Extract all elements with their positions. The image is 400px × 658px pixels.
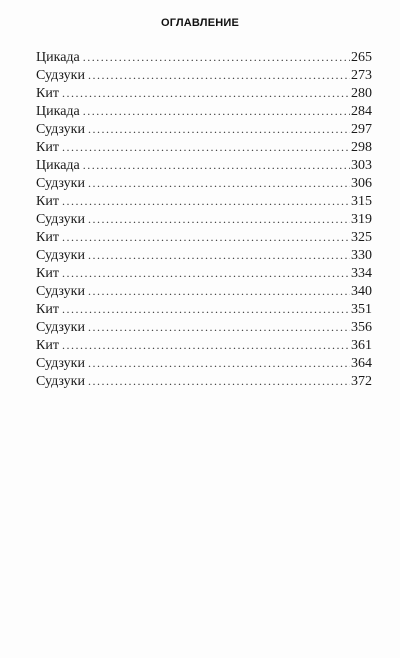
toc-entry-page: 298 bbox=[351, 140, 372, 155]
toc-entry-page: 306 bbox=[351, 176, 372, 191]
toc-entry-label: Кит bbox=[36, 302, 59, 317]
toc-entry bbox=[36, 228, 372, 246]
toc-entry-page: 303 bbox=[351, 158, 372, 173]
toc-entry-label: Кит bbox=[36, 140, 59, 155]
toc-entry bbox=[36, 210, 372, 228]
toc-leader-dots bbox=[62, 300, 350, 318]
toc-entry bbox=[36, 174, 372, 192]
toc-entry-page: 372 bbox=[351, 374, 372, 389]
toc-entry bbox=[36, 102, 372, 120]
toc-entry-page: 356 bbox=[351, 320, 372, 335]
toc-leader-dots bbox=[88, 372, 350, 390]
toc-leader-dots bbox=[88, 120, 350, 138]
toc-entry-label: Цикада bbox=[36, 104, 80, 119]
toc-entry-page: 361 bbox=[351, 338, 372, 353]
toc-entry-label: Кит bbox=[36, 266, 59, 281]
toc-entry-page: 364 bbox=[351, 356, 372, 371]
toc-entry bbox=[36, 192, 372, 210]
toc-entry-page: 265 bbox=[351, 50, 372, 65]
toc-entry bbox=[36, 354, 372, 372]
toc-leader-dots bbox=[83, 102, 350, 120]
toc-entry-page: 351 bbox=[351, 302, 372, 317]
toc-leader-dots bbox=[62, 336, 350, 354]
toc-leader-dots bbox=[88, 246, 350, 264]
toc-entry-page: 340 bbox=[351, 284, 372, 299]
toc-entry bbox=[36, 120, 372, 138]
toc-entry-label: Судзуки bbox=[36, 176, 85, 191]
toc-entry bbox=[36, 156, 372, 174]
toc-entry bbox=[36, 282, 372, 300]
toc-entry-label: Судзуки bbox=[36, 320, 85, 335]
toc-entry-page: 284 bbox=[351, 104, 372, 119]
toc-entry-page: 273 bbox=[351, 68, 372, 83]
toc-leader-dots bbox=[88, 282, 350, 300]
toc-entry-page: 325 bbox=[351, 230, 372, 245]
toc-entry-label: Судзуки bbox=[36, 284, 85, 299]
toc-entry-label: Кит bbox=[36, 338, 59, 353]
toc-entry bbox=[36, 318, 372, 336]
toc-entry-label: Цикада bbox=[36, 50, 80, 65]
toc-entry-label: Цикада bbox=[36, 158, 80, 173]
toc-entry bbox=[36, 48, 372, 66]
toc-entry-page: 315 bbox=[351, 194, 372, 209]
toc-entry-page: 330 bbox=[351, 248, 372, 263]
toc-entry-page: 319 bbox=[351, 212, 372, 227]
toc-leader-dots bbox=[62, 138, 350, 156]
toc-entry-label: Кит bbox=[36, 230, 59, 245]
toc-entry-label: Кит bbox=[36, 86, 59, 101]
toc-leader-dots bbox=[62, 84, 350, 102]
toc-entry bbox=[36, 300, 372, 318]
toc-entry-label: Судзуки bbox=[36, 248, 85, 263]
toc-leader-dots bbox=[83, 156, 350, 174]
toc-entry bbox=[36, 246, 372, 264]
toc-entry-page: 280 bbox=[351, 86, 372, 101]
toc-leader-dots bbox=[83, 48, 350, 66]
toc-entry-page: 297 bbox=[351, 122, 372, 137]
toc-leader-dots bbox=[88, 354, 350, 372]
toc-leader-dots bbox=[62, 228, 350, 246]
toc-leader-dots bbox=[88, 174, 350, 192]
toc-leader-dots bbox=[62, 192, 350, 210]
toc-entry bbox=[36, 66, 372, 84]
toc-leader-dots bbox=[88, 318, 350, 336]
toc-entry-label: Судзуки bbox=[36, 356, 85, 371]
toc-entry-label: Судзуки bbox=[36, 68, 85, 83]
toc-entry-label: Судзуки bbox=[36, 374, 85, 389]
toc-leader-dots bbox=[88, 210, 350, 228]
page-title: ОГЛАВЛЕНИЕ bbox=[160, 17, 240, 29]
toc-entry bbox=[36, 138, 372, 156]
toc-leader-dots bbox=[62, 264, 350, 282]
toc-entry-page: 334 bbox=[351, 266, 372, 281]
toc-entry-label: Судзуки bbox=[36, 212, 85, 227]
toc-entry bbox=[36, 264, 372, 282]
table-of-contents bbox=[36, 48, 372, 390]
toc-entry bbox=[36, 336, 372, 354]
toc-entry bbox=[36, 84, 372, 102]
toc-entry-label: Кит bbox=[36, 194, 59, 209]
toc-entry bbox=[36, 372, 372, 390]
toc-leader-dots bbox=[88, 66, 350, 84]
toc-entry-label: Судзуки bbox=[36, 122, 85, 137]
